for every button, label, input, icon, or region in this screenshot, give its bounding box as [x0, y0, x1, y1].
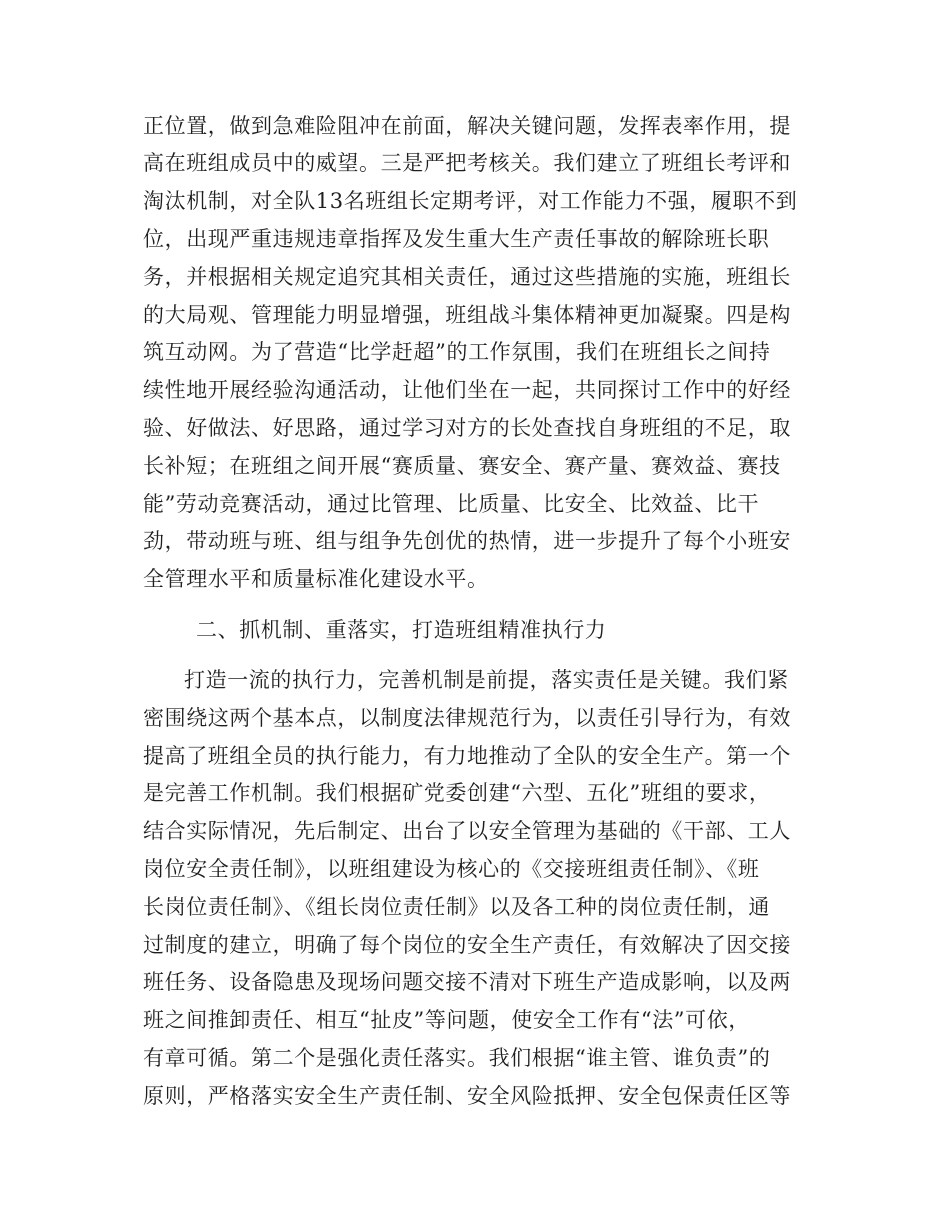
paragraph-line: 提高了班组全员的执行能力，有力地推动了全队的安全生产。第一个 [143, 744, 791, 768]
paragraph-line: 有章可循。第二个是强化责任落实。我们根据“谁主管、谁负责”的 [143, 1046, 771, 1070]
paragraph-line: 全管理水平和质量标准化建设水平。 [143, 567, 489, 591]
paragraph-line: 结合实际情况，先后制定、出台了以安全管理为基础的《干部、工人 [143, 819, 791, 843]
paragraph-line: 续性地开展经验沟通活动，让他们坐在一起，共同探讨工作中的好经 [143, 378, 791, 402]
paragraph-line: 打造一流的执行力，完善机制是前提，落实责任是关键。我们紧 [184, 668, 789, 692]
section-heading: 二、抓机制、重落实，打造班组精准执行力 [196, 618, 607, 642]
paragraph-line: 长补短；在班组之间开展“赛质量、赛安全、赛产量、赛效益、赛技 [143, 454, 781, 478]
paragraph-line: 位，出现严重违规违章指挥及发生重大生产责任事故的解除班长职 [143, 227, 770, 251]
paragraph-line: 验、好做法、好思路，通过学习对方的长处查找自身班组的不足，取 [143, 416, 791, 440]
paragraph-line: 筑互动网。为了营造“比学赶超”的工作氛围，我们在班组长之间持 [143, 340, 771, 364]
paragraph-line: 能”劳动竞赛活动，通过比管理、比质量、比安全、比效益、比干 [143, 492, 760, 516]
paragraph-line: 正位置，做到急难险阻冲在前面，解决关键问题，发挥表率作用，提 [143, 114, 791, 138]
paragraph-line: 劲，带动班与班、组与组争先创优的热情，进一步提升了每个小班安 [143, 529, 791, 553]
paragraph-line: 原则，严格落实安全生产责任制、安全风险抵押、安全包保责任区等 [143, 1084, 791, 1108]
paragraph-line: 岗位安全责任制》，以班组建设为核心的《交接班组责任制》、《班 [143, 857, 760, 881]
paragraph-line: 班之间推卸责任、相互“扯皮”等问题，使安全工作有“法”可依， [143, 1008, 750, 1032]
paragraph-line: 高在班组成员中的威望。三是严把考核关。我们建立了班组长考评和 [143, 151, 791, 175]
paragraph-line: 淘汰机制，对全队13名班组长定期考评，对工作能力不强，履职不到 [143, 189, 798, 213]
paragraph-line: 是完善工作机制。我们根据矿党委创建“六型、五化”班组的要求， [143, 781, 771, 805]
paragraph-line: 班任务、设备隐患及现场问题交接不清对下班生产造成影响，以及两 [143, 970, 791, 994]
paragraph-line: 过制度的建立，明确了每个岗位的安全生产责任，有效解决了因交接 [143, 933, 791, 957]
paragraph-line: 长岗位责任制》、《组长岗位责任制》以及各工种的岗位责任制，通 [143, 895, 770, 919]
paragraph-line: 的大局观、管理能力明显增强，班组战斗集体精神更加凝聚。四是构 [143, 303, 791, 327]
paragraph-line: 务，并根据相关规定追究其相关责任，通过这些措施的实施，班组长 [143, 265, 791, 289]
paragraph-line: 密围绕这两个基本点，以制度法律规范行为，以责任引导行为，有效 [143, 706, 791, 730]
